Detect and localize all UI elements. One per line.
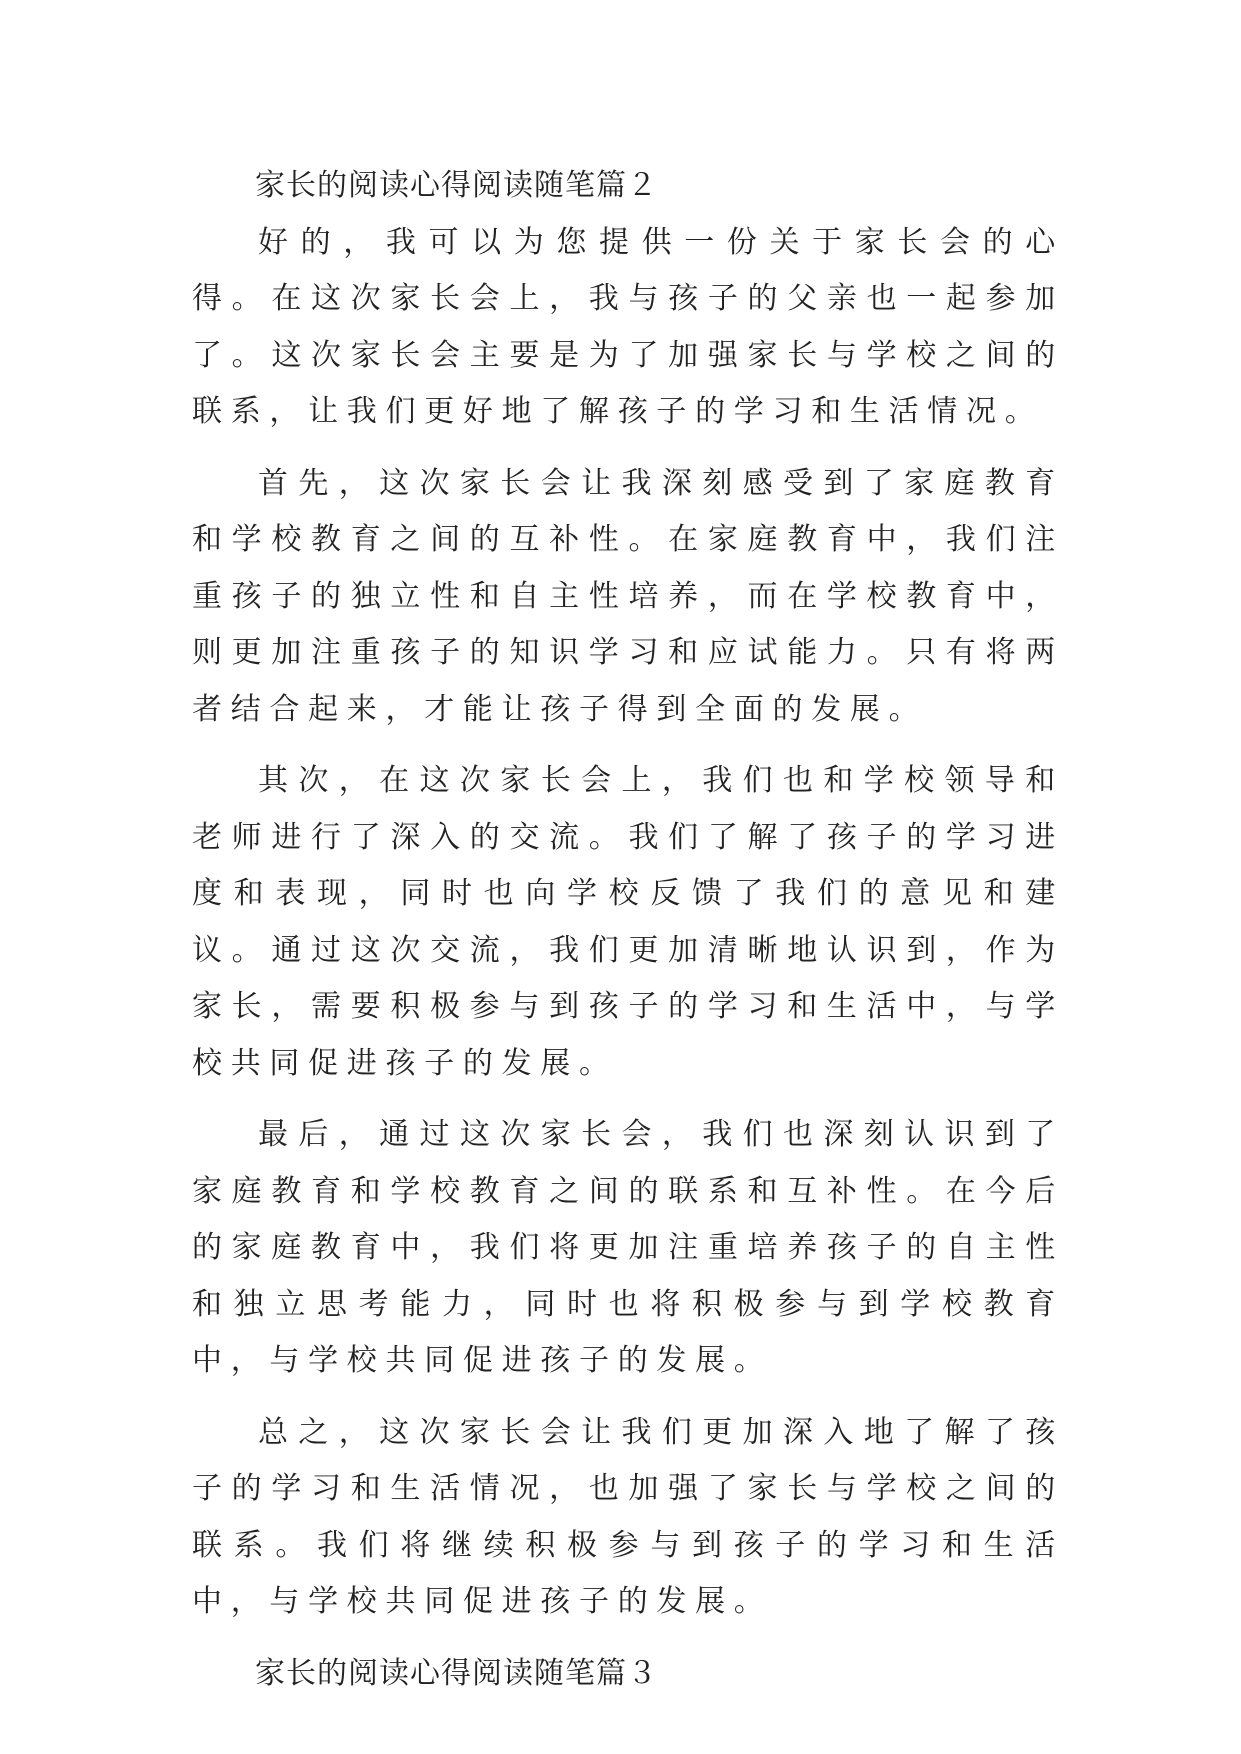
- paragraph-3: 其次，在这次家长会上，我们也和学校领导和老师进行了深入的交流。我们了解了孩子的学习进度和表现，同时也向学校反馈了我们的意见和建议。通过这次交流，我们更加清晰地认识到，作为家长，需要积极参与到孩子的学习和生活中，与学校共同促进孩子的发展。: [192, 763, 1064, 1081]
- paragraph-4: 最后，通过这次家长会，我们也深刻认识到了家庭教育和学校教育之间的联系和互补性。在今后的家庭教育中，我们将更加注重培养孩子的自主性和独立思考能力，同时也将积极参与到学校教育中，与学校共同促进孩子的发展。: [192, 1117, 1064, 1378]
- section-heading-3: 家长的阅读心得阅读随笔篇３: [255, 1655, 658, 1691]
- section-heading-2: 家长的阅读心得阅读随笔篇２: [255, 168, 658, 203]
- paragraph-2: 首先，这次家长会让我深刻感受到了家庭教育和学校教育之间的互补性。在家庭教育中，我们注重孩子的独立性和自主性培养，而在学校教育中，则更加注重孩子的知识学习和应试能力。只有将两者结合起来，才能让孩子得到全面的发展。: [192, 465, 1064, 727]
- paragraph-5: 总之，这次家长会让我们更加深入地了解了孩子的学习和生活情况，也加强了家长与学校之间的联系。我们将继续积极参与到孩子的学习和生活中，与学校共同促进孩子的发展。: [192, 1414, 1064, 1619]
- paragraph-1: 好的，我可以为您提供一份关于家长会的心得。在这次家长会上，我与孩子的父亲也一起参加了。这次家长会主要是为了加强家长与学校之间的联系，让我们更好地了解孩子的学习和生活情况。: [192, 224, 1064, 429]
- document-body: [192, 158, 1064, 1702]
